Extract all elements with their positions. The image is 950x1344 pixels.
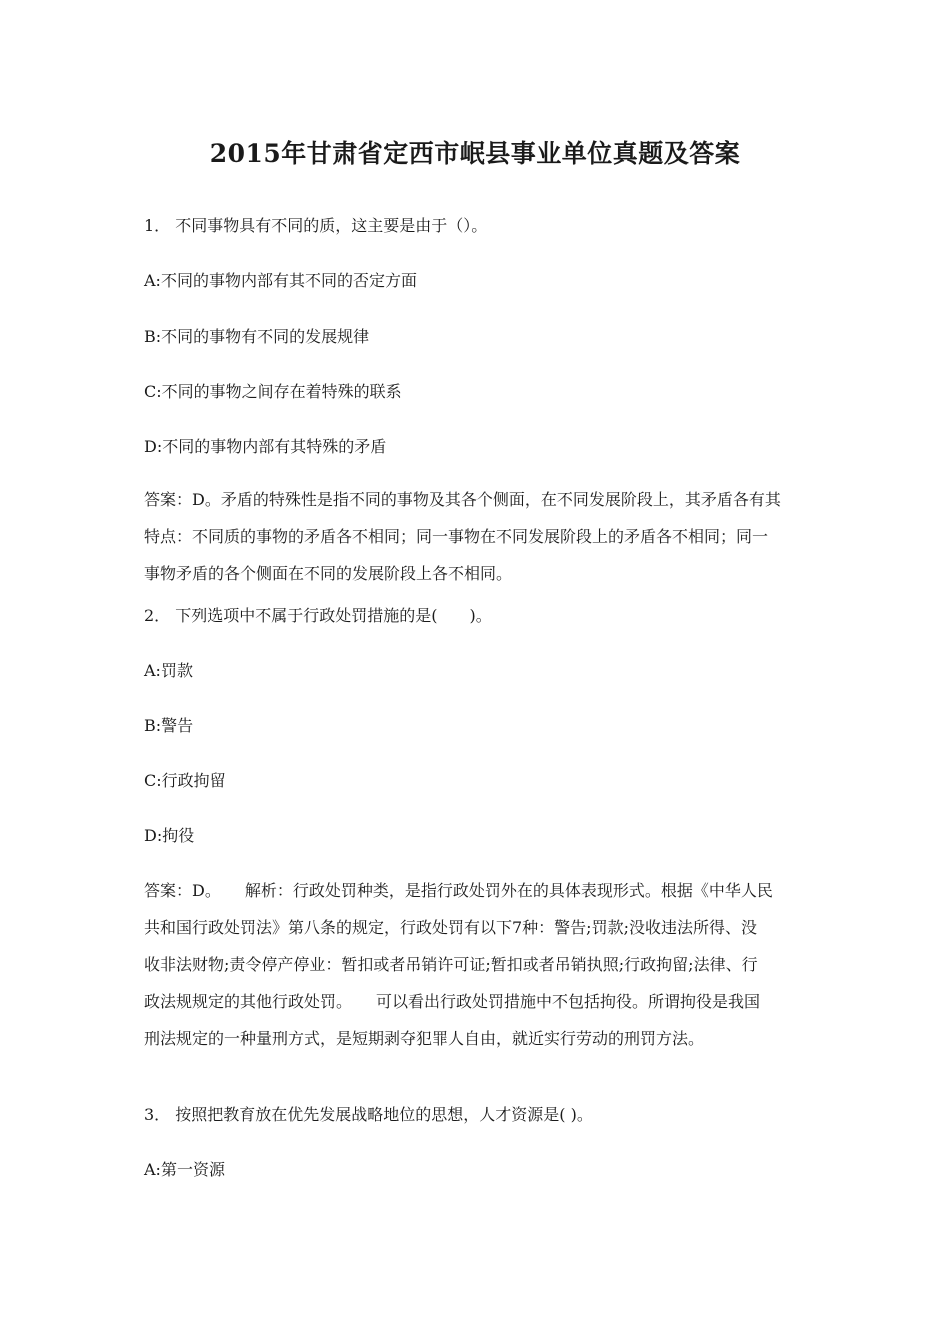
question-1-answer	[144, 481, 812, 592]
answer-line: 共和国行政处罚法》第八条的规定，行政处罚有以下7种：警告;罚款;没收违法所得、没	[144, 918, 757, 937]
question-1-option-a: A:不同的事物内部有其不同的否定方面	[144, 271, 417, 290]
question-3-stem: 3． 按照把教育放在优先发展战略地位的思想，人才资源是( )。	[144, 1105, 593, 1124]
question-2-option-c: C:行政拘留	[144, 771, 226, 790]
question-1-option-b: B:不同的事物有不同的发展规律	[144, 327, 370, 346]
answer-line: 政法规规定的其他行政处罚。 可以看出行政处罚措施中不包括拘役。所谓拘役是我国	[144, 992, 761, 1011]
question-2-stem: 2． 下列选项中不属于行政处罚措施的是( )。	[144, 606, 492, 625]
question-2-answer	[144, 872, 812, 1057]
answer-line: 答案：D。 解析：行政处罚种类，是指行政处罚外在的具体表现形式。根据《中华人民	[144, 881, 773, 900]
question-3-option-a: A:第一资源	[144, 1160, 225, 1179]
question-2-option-d: D:拘役	[144, 826, 195, 845]
page-title: 2015年甘肃省定西市岷县事业单位真题及答案	[209, 139, 741, 168]
answer-line: 收非法财物;责令停产停业：暂扣或者吊销许可证;暂扣或者吊销执照;行政拘留;法律、行	[144, 955, 758, 974]
question-2-option-a: A:罚款	[144, 661, 193, 680]
question-1-stem: 1． 不同事物具有不同的质，这主要是由于（）。	[144, 216, 488, 235]
question-1-option-d: D:不同的事物内部有其特殊的矛盾	[144, 437, 387, 456]
answer-line: 答案：D。矛盾的特殊性是指不同的事物及其各个侧面，在不同发展阶段上，其矛盾各有其	[144, 490, 781, 509]
answer-line: 事物矛盾的各个侧面在不同的发展阶段上各不相同。	[144, 564, 513, 583]
question-1-option-c: C:不同的事物之间存在着特殊的联系	[144, 382, 402, 401]
answer-line: 刑法规定的一种量刑方式，是短期剥夺犯罪人自由，就近实行劳动的刑罚方法。	[144, 1029, 705, 1048]
question-2-option-b: B:警告	[144, 716, 194, 735]
answer-line: 特点：不同质的事物的矛盾各不相同；同一事物在不同发展阶段上的矛盾各不相同；同一	[144, 527, 769, 546]
